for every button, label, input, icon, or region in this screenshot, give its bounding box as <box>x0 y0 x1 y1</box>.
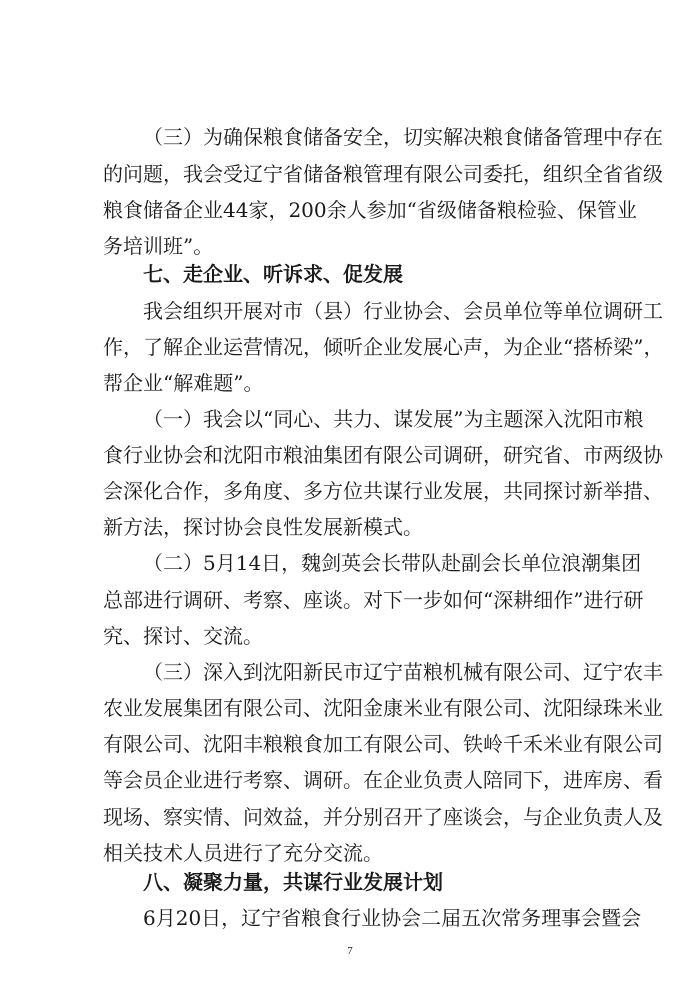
paragraph-4-line-2: 总部进行调研、考察、座谈。对下一步如何“深耕细作”进行研 <box>103 588 644 612</box>
section-heading-7: 七、走企业、听诉求、促发展 <box>143 262 403 286</box>
paragraph-5-line-6: 相关技术人员进行了充分交流。 <box>103 841 383 865</box>
paragraph-1-line-3: 粮食储备企业44家，200余人参加“省级储备粮检验、保管业 <box>103 198 637 222</box>
paragraph-4-line-3: 究、探讨、交流。 <box>103 624 263 648</box>
paragraph-2-line-1: 我会组织开展对市（县）行业协会、会员单位等单位调研工 <box>143 299 663 323</box>
paragraph-1-line-1: （三）为确保粮食储备安全，切实解决粮食储备管理中存在 <box>143 125 663 149</box>
paragraph-5-line-1: （三）深入到沈阳新民市辽宁苗粮机械有限公司、辽宁农丰 <box>143 660 663 684</box>
paragraph-3-line-3: 会深化合作，多角度、多方位共谋行业发展，共同探讨新举措、 <box>103 479 663 503</box>
paragraph-6-line-1: 6月20日，辽宁省粮食行业协会二届五次常务理事会暨会 <box>143 906 642 930</box>
paragraph-3-line-2: 食行业协会和沈阳市粮油集团有限公司调研，研究省、市两级协 <box>103 443 663 467</box>
paragraph-3-line-1: （一）我会以“同心、共力、谋发展”为主题深入沈阳市粮 <box>143 407 644 431</box>
paragraph-5-line-3: 有限公司、沈阳丰粮粮食加工有限公司、铁岭千禾米业有限公司 <box>103 732 663 756</box>
paragraph-4-line-1: （二）5月14日，魏剑英会长带队赴副会长单位浪潮集团 <box>143 551 642 575</box>
paragraph-5-line-2: 农业发展集团有限公司、沈阳金康米业有限公司、沈阳绿珠米业 <box>103 696 663 720</box>
paragraph-1-line-4: 务培训班”。 <box>103 234 214 258</box>
section-heading-8: 八、凝聚力量，共谋行业发展计划 <box>143 870 443 894</box>
paragraph-2-line-2: 作，了解企业运营情况，倾听企业发展心声，为企业“搭桥梁”， <box>103 335 664 359</box>
paragraph-1-line-2: 的问题，我会受辽宁省储备粮管理有限公司委托，组织全省省级 <box>103 162 663 186</box>
paragraph-2-line-3: 帮企业“解难题”。 <box>103 371 264 395</box>
paragraph-5-line-5: 现场、察实情、问效益，并分别召开了座谈会，与企业负责人及 <box>103 805 663 829</box>
paragraph-5-line-4: 等会员企业进行考察、调研。在企业负责人陪同下，进库房、看 <box>103 768 663 792</box>
paragraph-3-line-4: 新方法，探讨协会良性发展新模式。 <box>103 515 423 539</box>
page-number: 7 <box>347 945 353 957</box>
